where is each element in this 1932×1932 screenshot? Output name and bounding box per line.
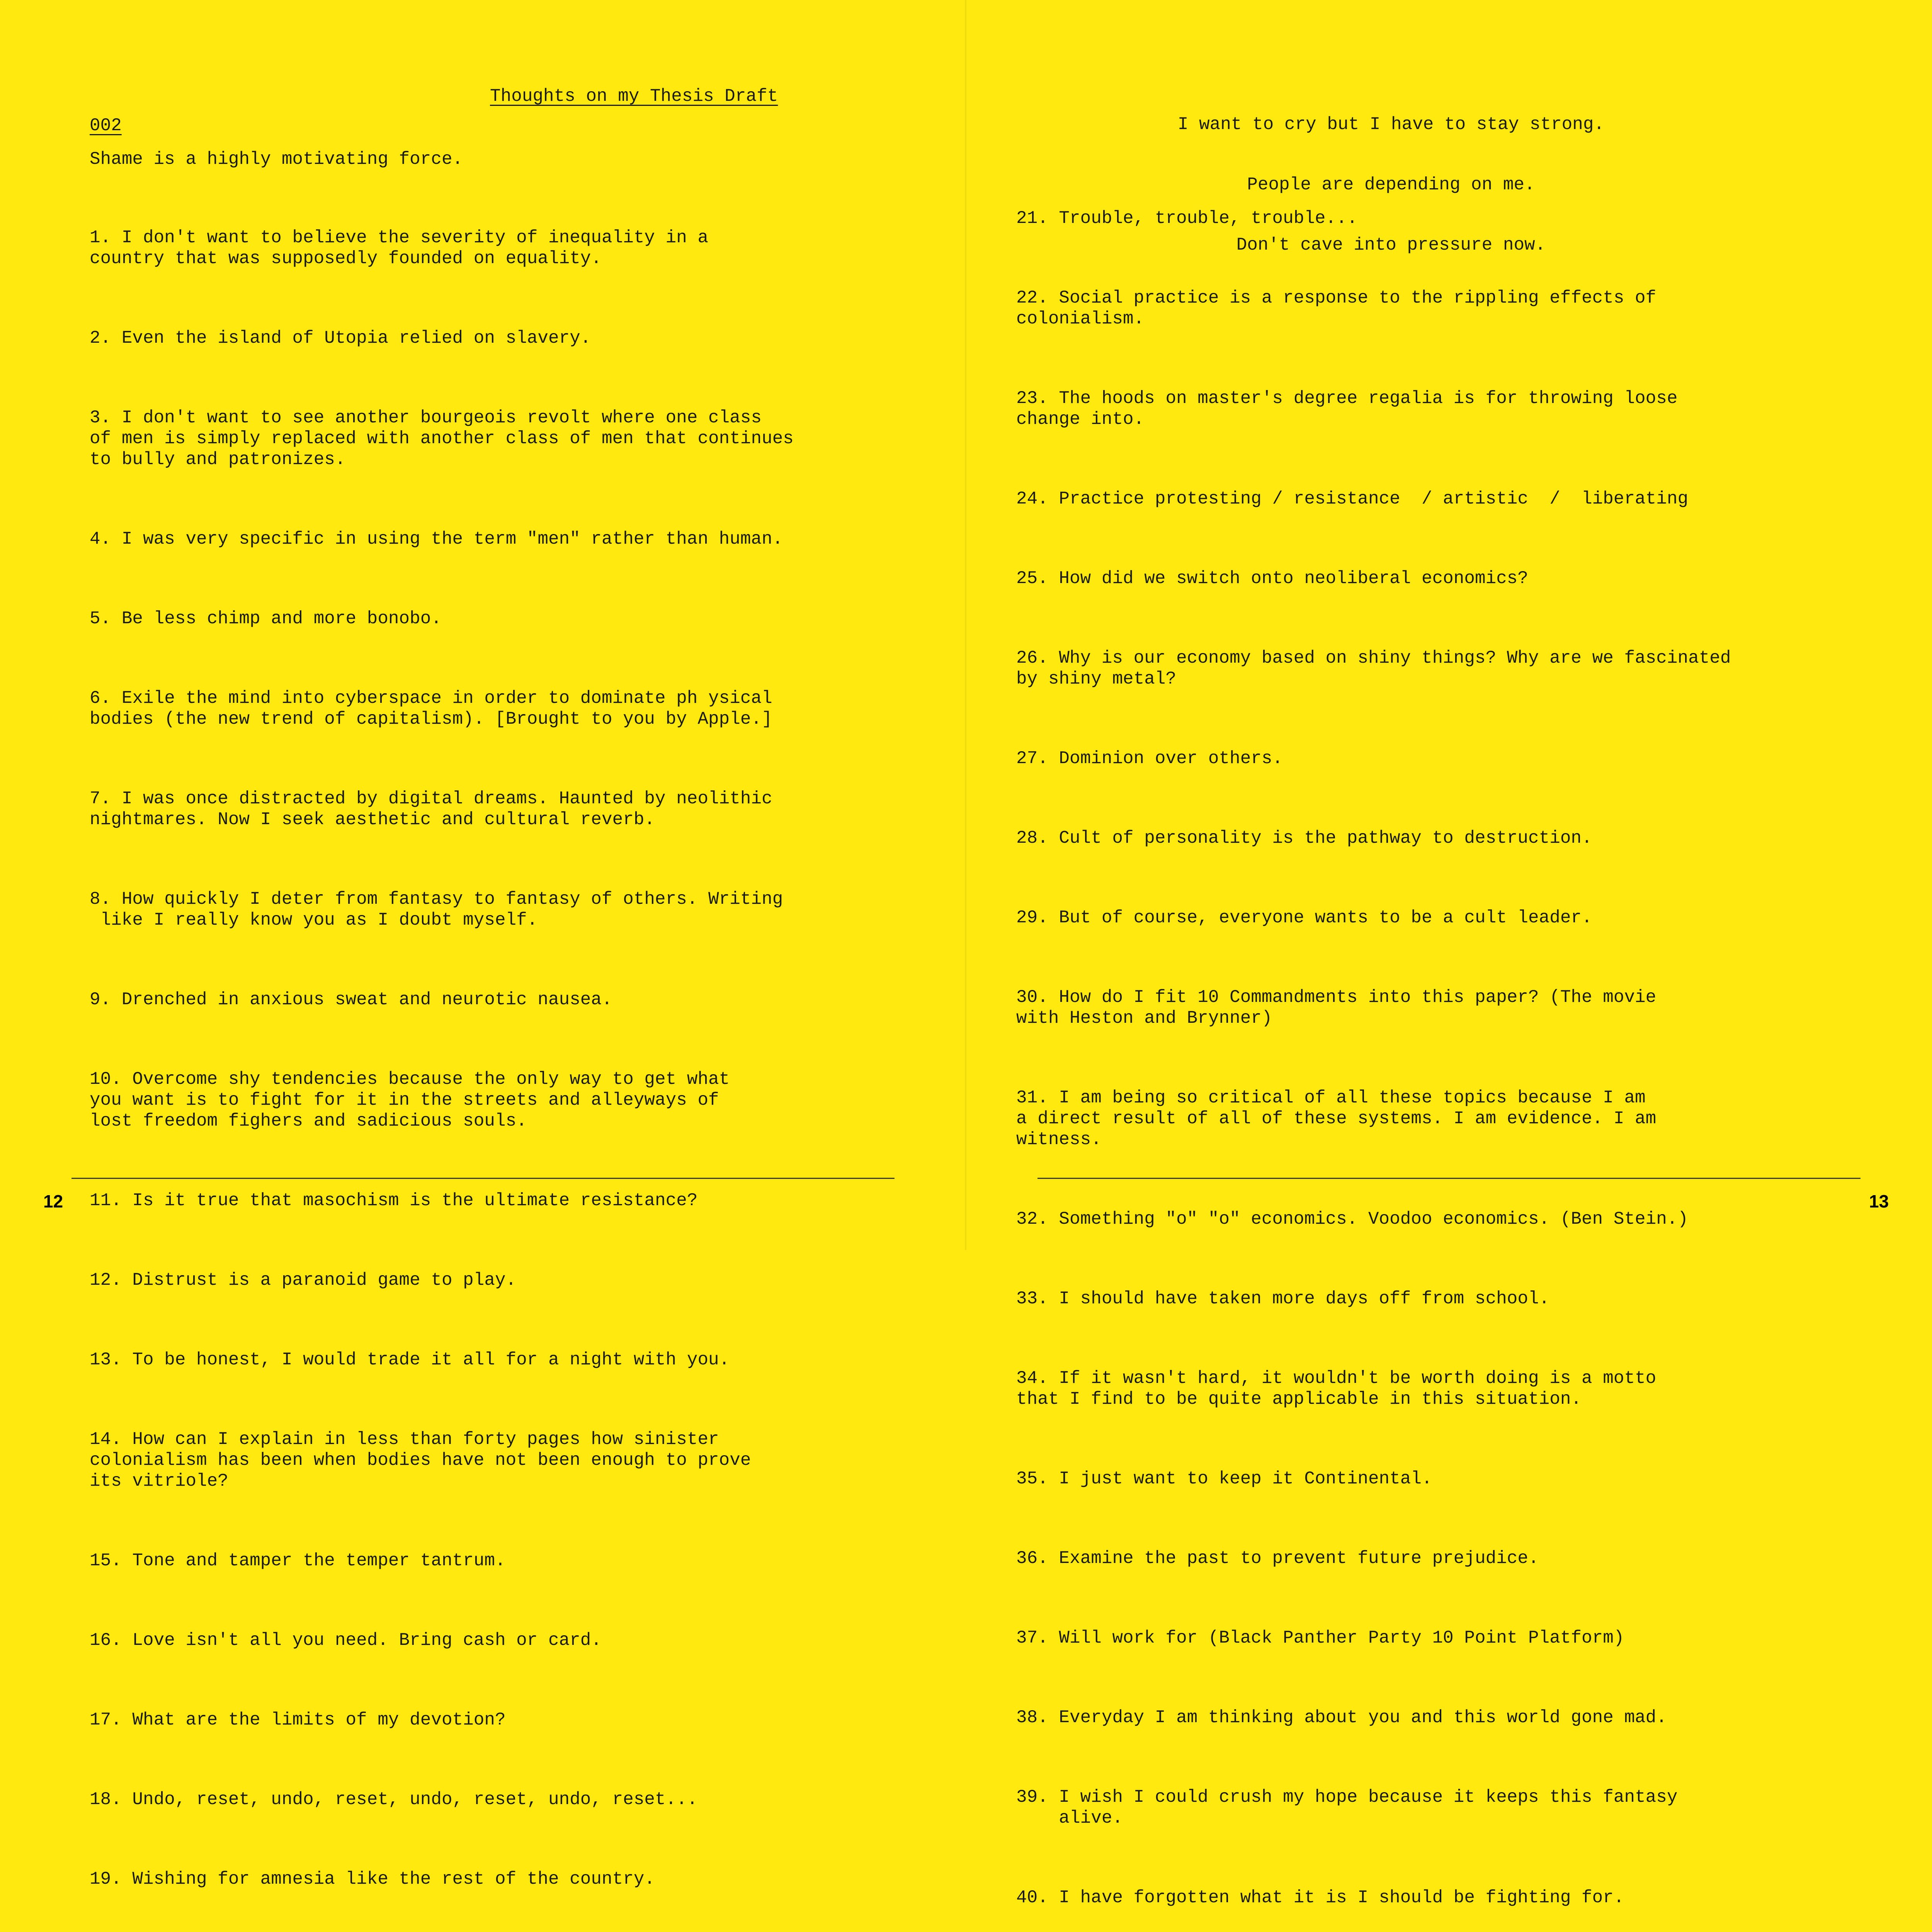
- list-item: 14. How can I explain in less than forty pages how sinister colonialism has been when bodies have not been enough to prove its vitriole?: [90, 1429, 751, 1491]
- list-item: 38. Everyday I am thinking about you and this world gone mad.: [1016, 1708, 1667, 1728]
- list-item: 5. Be less chimp and more bonobo.: [90, 609, 442, 629]
- list-item: 10. Overcome shy tendencies because the only way to get what you want is to fight for it in the streets and alleyways of lost freedom fighers and sadicious souls.: [90, 1069, 730, 1131]
- list-item: 18. Undo, reset, undo, reset, undo, reset, undo, reset...: [90, 1789, 698, 1810]
- list-item: 33. I should have taken more days off from school.: [1016, 1289, 1550, 1309]
- page-title: Thoughts on my Thesis Draft: [490, 86, 778, 106]
- header-line: I want to cry but I have to stay strong.: [1177, 114, 1605, 134]
- list-item: 12. Distrust is a paranoid game to play.: [90, 1270, 517, 1290]
- draft-number: 002: [90, 116, 122, 136]
- list-item: 40. I have forgotten what it is I should be fighting for.: [1016, 1888, 1624, 1908]
- intro-line: Shame is a highly motivating force.: [90, 149, 463, 169]
- list-item: 28. Cult of personality is the pathway to destruction.: [1016, 828, 1592, 848]
- list-item: 19. Wishing for amnesia like the rest of the country.: [90, 1869, 655, 1889]
- list-item: 9. Drenched in anxious sweat and neurotic nausea.: [90, 990, 612, 1010]
- list-item: 11. Is it true that masochism is the ultimate resistance?: [90, 1190, 698, 1211]
- list-item: 31. I am being so critical of all these topics because I am a direct result of all of these systems. I am evidence. I am witness.: [1016, 1088, 1656, 1150]
- list-item: 21. Trouble, trouble, trouble...: [1016, 208, 1358, 228]
- header-line: Don't cave into pressure now.: [1236, 235, 1546, 255]
- list-item: 35. I just want to keep it Continental.: [1016, 1469, 1432, 1489]
- footer-rule: [1037, 1178, 1861, 1179]
- list-item: 4. I was very specific in using the term "men" rather than human.: [90, 529, 783, 549]
- list-item: 8. How quickly I deter from fantasy to fantasy of others. Writing like I really know you as I doubt myself.: [90, 889, 783, 930]
- list-item: 30. How do I fit 10 Commandments into this paper? (The movie with Heston and Brynner): [1016, 987, 1656, 1028]
- list-item: 6. Exile the mind into cyberspace in order to dominate ph ysical bodies (the new trend of capitalism). [Brought to you by Apple.]: [90, 688, 772, 729]
- list-item: 1. I don't want to believe the severity of inequality in a country that was supposedly founded on equality.: [90, 228, 709, 269]
- list-item: 13. To be honest, I would trade it all for a night with you.: [90, 1350, 730, 1370]
- right-thought-list: [1016, 166, 1847, 1932]
- list-item: 22. Social practice is a response to the rippling effects of colonialism.: [1016, 288, 1656, 329]
- list-item: 2. Even the island of Utopia relied on slavery.: [90, 328, 591, 348]
- header-line: People are depending on me.: [1247, 175, 1535, 195]
- list-item: 39. I wish I could crush my hope because it keeps this fantasy alive.: [1016, 1787, 1678, 1828]
- list-item: 15. Tone and tamper the temper tantrum.: [90, 1551, 506, 1571]
- page-number: 12: [43, 1191, 63, 1211]
- list-item: 26. Why is our economy based on shiny things? Why are we fascinated by shiny metal?: [1016, 648, 1731, 689]
- list-item: 3. I don't want to see another bourgeois revolt where one class of men is simply replaced with another class of men that continues to bully and patronizes.: [90, 408, 794, 469]
- list-item: 29. But of course, everyone wants to be a cult leader.: [1016, 908, 1592, 928]
- list-item: 16. Love isn't all you need. Bring cash or card.: [90, 1630, 602, 1650]
- list-item: 32. Something "o" "o" economics. Voodoo economics. (Ben Stein.): [1016, 1209, 1689, 1229]
- list-item: 36. Examine the past to prevent future prejudice.: [1016, 1548, 1539, 1568]
- list-item: 23. The hoods on master's degree regalia is for throwing loose change into.: [1016, 388, 1678, 429]
- list-item: 37. Will work for (Black Panther Party 10 Point Platform): [1016, 1628, 1624, 1648]
- list-item: 25. How did we switch onto neoliberal economics?: [1016, 568, 1529, 588]
- list-item: 24. Practice protesting / resistance / artistic / liberating: [1016, 489, 1689, 509]
- page-number: 13: [1869, 1191, 1889, 1211]
- list-item: 7. I was once distracted by digital dreams. Haunted by neolithic nightmares. Now I seek aesthetic and cultural reverb.: [90, 789, 772, 830]
- list-item: 17. What are the limits of my devotion?: [90, 1710, 506, 1730]
- list-item: 34. If it wasn't hard, it wouldn't be worth doing is a motto that I find to be quite applicable in this situation.: [1016, 1368, 1656, 1409]
- list-item: 27. Dominion over others.: [1016, 748, 1283, 769]
